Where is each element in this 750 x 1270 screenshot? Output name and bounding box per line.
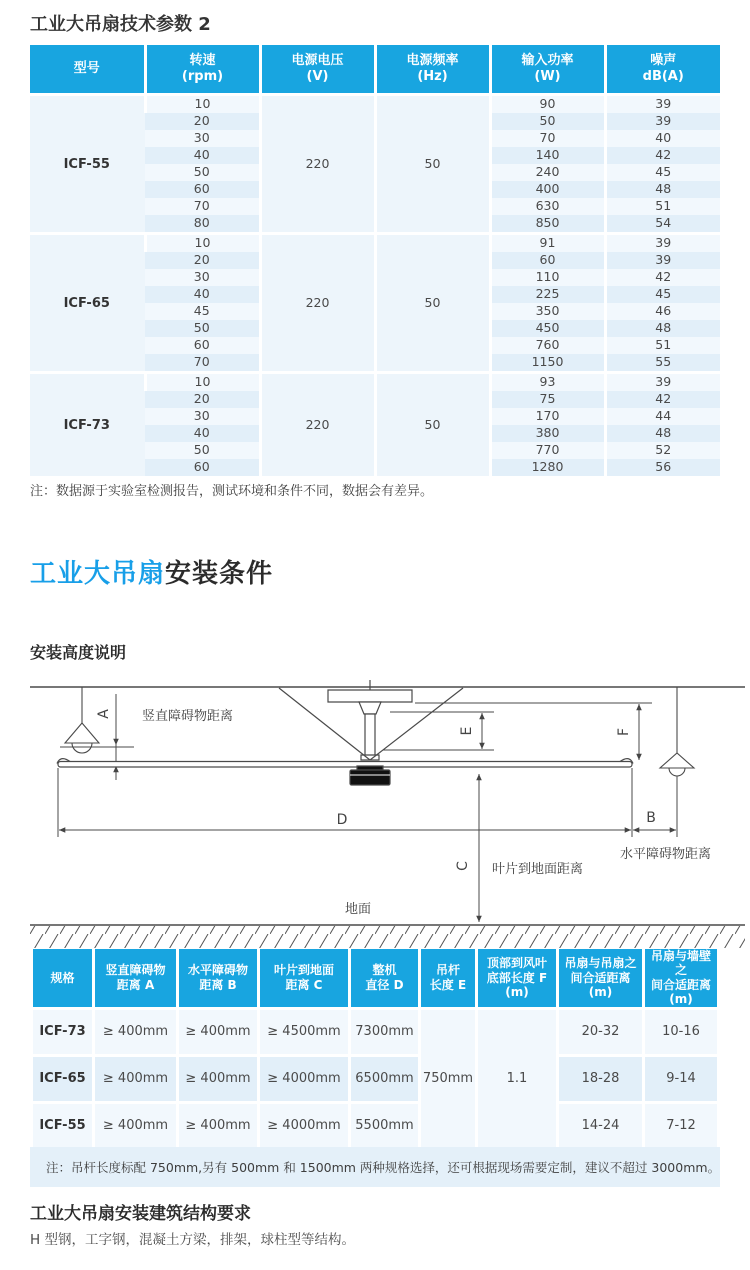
table1-row (30, 234, 720, 253)
table1-column-header: 噪声 dB(A) (605, 45, 720, 95)
frequency-cell: 50 (375, 373, 490, 477)
noise-cell: 44 (605, 408, 720, 425)
table2-header (33, 949, 717, 1007)
rpm-cell: 45 (145, 303, 260, 320)
rpm-cell: 60 (145, 181, 260, 198)
noise-cell: 48 (605, 425, 720, 442)
vertical-obstacle-cell: ≥ 400mm (95, 1104, 176, 1148)
power-cell: 770 (490, 442, 605, 459)
table1-body (30, 95, 720, 477)
frequency-cell: 50 (375, 234, 490, 373)
power-cell: 90 (490, 95, 605, 114)
spec-cell: ICF-55 (33, 1104, 92, 1148)
horizontal-obstacle-cell: ≥ 400mm (179, 1057, 257, 1101)
power-cell: 91 (490, 234, 605, 253)
fan-spacing-cell: 20-32 (559, 1010, 642, 1054)
rpm-cell: 50 (145, 442, 260, 459)
noise-cell: 54 (605, 215, 720, 234)
rpm-cell: 60 (145, 459, 260, 476)
rpm-cell: 10 (145, 95, 260, 114)
power-cell: 140 (490, 147, 605, 164)
table1-column-header: 输入功率 (W) (490, 45, 605, 95)
table2-row (33, 1057, 717, 1101)
noise-cell: 42 (605, 269, 720, 286)
noise-cell: 55 (605, 354, 720, 373)
model-cell: ICF-55 (30, 95, 145, 234)
voltage-cell: 220 (260, 373, 375, 477)
noise-cell: 45 (605, 286, 720, 303)
table2-column-header: 吊杆 长度 E (421, 949, 475, 1007)
vertical-obstacle-cell: ≥ 400mm (95, 1010, 176, 1054)
installation-height-diagram (0, 670, 750, 955)
noise-cell: 48 (605, 181, 720, 198)
model-cell: ICF-73 (30, 373, 145, 477)
ground-hatching (30, 926, 745, 948)
power-cell: 70 (490, 130, 605, 147)
fan-spacing-cell: 14-24 (559, 1104, 642, 1148)
diameter-cell: 5500mm (351, 1104, 418, 1148)
section-title-installation (30, 553, 273, 590)
noise-cell: 40 (605, 130, 720, 147)
table1-row (30, 95, 720, 114)
power-cell: 1280 (490, 459, 605, 476)
top-to-blade-cell: 1.1 (478, 1010, 556, 1148)
power-cell: 760 (490, 337, 605, 354)
table2-column-header: 规格 (33, 949, 92, 1007)
noise-cell: 39 (605, 95, 720, 114)
blade-ground-cell: ≥ 4500mm (260, 1010, 348, 1054)
horizontal-obstacle-cell: ≥ 400mm (179, 1010, 257, 1054)
blade-to-ground-label: 叶片到地面距离 (492, 862, 584, 877)
wall-spacing-cell: 7-12 (645, 1104, 717, 1148)
power-cell: 380 (490, 425, 605, 442)
table2-column-header: 叶片到地面 距离 C (260, 949, 348, 1007)
table2-note: 注：吊杆长度标配 750mm,另有 500mm 和 1500mm 两种规格选择，还可根据现场需要定制，建议不超过 3000mm。 (30, 1147, 720, 1187)
noise-cell: 39 (605, 373, 720, 392)
right-obstacle-lamp (660, 687, 694, 776)
noise-cell: 42 (605, 391, 720, 408)
rpm-cell: 40 (145, 425, 260, 442)
fan-spacing-cell: 18-28 (559, 1057, 642, 1101)
table1-column-header: 电源电压 (V) (260, 45, 375, 95)
noise-cell: 48 (605, 320, 720, 337)
power-cell: 350 (490, 303, 605, 320)
rpm-cell: 10 (145, 234, 260, 253)
rpm-cell: 40 (145, 147, 260, 164)
subheading-install-height: 安装高度说明 (30, 643, 127, 662)
rpm-cell: 70 (145, 198, 260, 215)
model-cell: ICF-65 (30, 234, 145, 373)
rpm-cell: 50 (145, 320, 260, 337)
spec-cell: ICF-65 (33, 1057, 92, 1101)
noise-cell: 56 (605, 459, 720, 476)
power-cell: 450 (490, 320, 605, 337)
table2-body (33, 1010, 717, 1148)
voltage-cell: 220 (260, 234, 375, 373)
voltage-cell: 220 (260, 95, 375, 234)
power-cell: 850 (490, 215, 605, 234)
noise-cell: 51 (605, 198, 720, 215)
dim-b-label: B (646, 810, 656, 826)
table2-row (33, 1104, 717, 1148)
table1-row (30, 373, 720, 392)
diameter-cell: 6500mm (351, 1057, 418, 1101)
dim-f-label: F (616, 727, 632, 737)
power-cell: 240 (490, 164, 605, 181)
power-cell: 1150 (490, 354, 605, 373)
noise-cell: 39 (605, 252, 720, 269)
table2-column-header: 水平障碍物 距离 B (179, 949, 257, 1007)
rpm-cell: 70 (145, 354, 260, 373)
power-cell: 170 (490, 408, 605, 425)
power-cell: 110 (490, 269, 605, 286)
fan-assembly (57, 680, 633, 785)
rpm-cell: 30 (145, 408, 260, 425)
ground-label: 地面 (345, 902, 372, 917)
rpm-cell: 50 (145, 164, 260, 181)
section-title-blue-part: 工业大吊扇 (30, 559, 166, 589)
rpm-cell: 30 (145, 269, 260, 286)
blade-ground-cell: ≥ 4000mm (260, 1057, 348, 1101)
section-title-black-part: 安装条件 (165, 559, 274, 589)
installation-conditions-table (30, 946, 720, 1151)
table1-column-header: 电源频率 (Hz) (375, 45, 490, 95)
rpm-cell: 20 (145, 391, 260, 408)
table2-column-header: 吊扇与吊扇之 间合适距离 (m) (559, 949, 642, 1007)
power-cell: 630 (490, 198, 605, 215)
structure-requirements-heading: 工业大吊扇安装建筑结构要求 (30, 1204, 251, 1224)
left-obstacle-lamp (65, 687, 99, 753)
rpm-cell: 40 (145, 286, 260, 303)
table1-column-header: 转速 (rpm) (145, 45, 260, 95)
dimension-e (383, 712, 494, 750)
rpm-cell: 30 (145, 130, 260, 147)
noise-cell: 39 (605, 234, 720, 253)
rpm-cell: 10 (145, 373, 260, 392)
horizontal-obstacle-label: 水平障碍物距离 (620, 847, 712, 862)
technical-parameters-table (30, 45, 720, 476)
frequency-cell: 50 (375, 95, 490, 234)
wall-spacing-cell: 9-14 (645, 1057, 717, 1101)
noise-cell: 51 (605, 337, 720, 354)
noise-cell: 45 (605, 164, 720, 181)
spec-cell: ICF-73 (33, 1010, 92, 1054)
rpm-cell: 20 (145, 252, 260, 269)
horizontal-obstacle-cell: ≥ 400mm (179, 1104, 257, 1148)
page-title: 工业大吊扇技术参数 2 (30, 14, 211, 35)
dim-a-label: A (96, 709, 112, 719)
table2-column-header: 顶部到风叶 底部长度 F (m) (478, 949, 556, 1007)
vertical-obstacle-cell: ≥ 400mm (95, 1057, 176, 1101)
vertical-obstacle-label: 竖直障碍物距离 (142, 709, 234, 724)
rpm-cell: 60 (145, 337, 260, 354)
table1-header (30, 45, 720, 95)
rod-length-cell: 750mm (421, 1010, 475, 1148)
rpm-cell: 20 (145, 113, 260, 130)
table2-header-row (33, 949, 717, 1007)
power-cell: 50 (490, 113, 605, 130)
table1-note: 注：数据源于实验室检测报告，测试环境和条件不同，数据会有差异。 (30, 484, 434, 499)
table1-header-row (30, 45, 720, 95)
rpm-cell: 80 (145, 215, 260, 234)
diameter-cell: 7300mm (351, 1010, 418, 1054)
blade-ground-cell: ≥ 4000mm (260, 1104, 348, 1148)
noise-cell: 52 (605, 442, 720, 459)
structure-requirements-body: H 型钢，工字钢，混凝土方梁，排架，球柱型等结构。 (30, 1232, 355, 1248)
table2-column-header: 吊扇与墙壁之 间合适距离 (m) (645, 949, 717, 1007)
wall-spacing-cell: 10-16 (645, 1010, 717, 1054)
table2-column-header: 竖直障碍物 距离 A (95, 949, 176, 1007)
noise-cell: 39 (605, 113, 720, 130)
table2-column-header: 整机 直径 D (351, 949, 418, 1007)
power-cell: 400 (490, 181, 605, 198)
table1-column-header: 型号 (30, 45, 145, 95)
dim-e-label: E (459, 726, 475, 736)
power-cell: 60 (490, 252, 605, 269)
power-cell: 93 (490, 373, 605, 392)
noise-cell: 42 (605, 147, 720, 164)
table2-row (33, 1010, 717, 1054)
dim-d-label: D (336, 812, 348, 828)
power-cell: 75 (490, 391, 605, 408)
power-cell: 225 (490, 286, 605, 303)
noise-cell: 46 (605, 303, 720, 320)
dim-c-label: C (455, 861, 471, 871)
